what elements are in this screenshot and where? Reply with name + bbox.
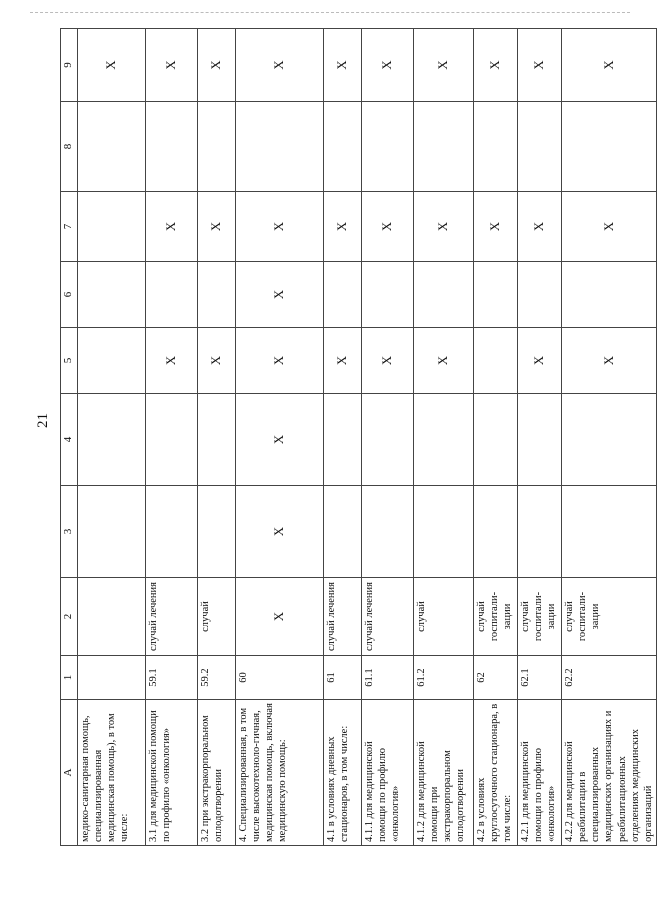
row-name: 4.2.1 для медицинской помощи по профилю «онкология» [518,700,562,846]
cell-col-4 [414,394,474,486]
rotated-table-wrapper [60,29,654,846]
cell-col-4 [518,394,562,486]
cell-col-6 [474,262,518,328]
row-code: 62 [474,656,518,700]
cell-col-3 [562,486,657,578]
row-code: 62.1 [518,656,562,700]
header-cell: 7 [61,192,78,262]
cell-col-5 [474,328,518,394]
header-cell: А [61,700,78,846]
cell-col-8 [414,102,474,192]
header-cell: 8 [61,102,78,192]
cell-col-9: Х [198,29,236,102]
row-name: 4.2.2 для медицинской реабилитации в специализированных медицинских организациях и реабилитационных отделениях медицинских организаций [562,700,657,846]
cell-col-8 [562,102,657,192]
cell-col-5: Х [236,328,324,394]
header-cell: 6 [61,262,78,328]
cell-col-7 [78,192,146,262]
table-row [518,29,562,846]
header-cell: 1 [61,656,78,700]
cell-col-5: Х [198,328,236,394]
cell-col-3 [474,486,518,578]
cell-col-7: Х [362,192,414,262]
row-unit: случай [414,578,474,656]
row-unit: Х [236,578,324,656]
row-name: 3.1 для медицинской помощи по профилю «онкология» [146,700,198,846]
table-row [562,29,657,846]
row-unit: случай госпитали-зации [562,578,657,656]
header-cell: 4 [61,394,78,486]
cell-col-8 [474,102,518,192]
cell-col-8 [78,102,146,192]
cell-col-3 [198,486,236,578]
cell-col-7: Х [562,192,657,262]
cell-col-6 [362,262,414,328]
cell-col-5: Х [518,328,562,394]
cell-col-7: Х [146,192,198,262]
cell-col-7: Х [198,192,236,262]
cell-col-5: Х [324,328,362,394]
cell-col-8 [236,102,324,192]
cell-col-9: Х [474,29,518,102]
cell-col-5 [78,328,146,394]
cell-col-3 [362,486,414,578]
cell-col-3 [146,486,198,578]
table-row [198,29,236,846]
cell-col-3 [414,486,474,578]
scan-edge-line [30,12,630,13]
row-code: 59.2 [198,656,236,700]
row-unit: случай [198,578,236,656]
row-code: 61.2 [414,656,474,700]
row-unit [78,578,146,656]
cell-col-6 [562,262,657,328]
cell-col-5: Х [414,328,474,394]
cell-col-6 [414,262,474,328]
cell-col-8 [198,102,236,192]
row-name: 4.2 в условиях круглосуточного стационара, в том числе: [474,700,518,846]
row-name: 4.1.1 для медицинской помощи по профилю «онкология» [362,700,414,846]
table-row [146,29,198,846]
row-code: 61.1 [362,656,414,700]
table-row [474,29,518,846]
row-unit: случай лечения [324,578,362,656]
row-unit: случай госпитали-зации [474,578,518,656]
cell-col-7: Х [236,192,324,262]
cell-col-3 [324,486,362,578]
cell-col-8 [362,102,414,192]
cell-col-4 [362,394,414,486]
row-code: 59.1 [146,656,198,700]
cell-col-4 [474,394,518,486]
cell-col-4 [324,394,362,486]
cell-col-9: Х [562,29,657,102]
cell-col-6 [324,262,362,328]
cell-col-3 [78,486,146,578]
cell-col-7: Х [474,192,518,262]
row-unit: случай лечения [362,578,414,656]
cell-col-9: Х [236,29,324,102]
cell-col-9: Х [518,29,562,102]
cell-col-5: Х [562,328,657,394]
row-code: 60 [236,656,324,700]
row-name: 4.1 в условиях дневных стационаров, в том числе: [324,700,362,846]
row-code: 62.2 [562,656,657,700]
cell-col-5: Х [146,328,198,394]
row-name: 4. Специализированная, в том числе высокотехноло-гичная, медицинская помощь, включая медицинскую помощь: [236,700,324,846]
table-row [324,29,362,846]
cell-col-7: Х [324,192,362,262]
row-name: 3.2 при экстракорпоральном оплодотворении [198,700,236,846]
cell-col-4 [78,394,146,486]
row-name: медико-санитарная помощь, специализированная медицинская помощь), в том числе: [78,700,146,846]
row-code: 61 [324,656,362,700]
cell-col-6 [518,262,562,328]
cell-col-4: Х [236,394,324,486]
cell-col-9: Х [78,29,146,102]
cell-col-6 [78,262,146,328]
header-cell: 5 [61,328,78,394]
row-code [78,656,146,700]
cell-col-9: Х [414,29,474,102]
table-header-row [61,29,78,846]
cell-col-5: Х [362,328,414,394]
row-name: 4.1.2 для медицинской помощи при экстракорпоральном оплодотворении [414,700,474,846]
cell-col-8 [146,102,198,192]
header-cell: 2 [61,578,78,656]
cell-col-6 [146,262,198,328]
cell-col-4 [562,394,657,486]
cell-col-4 [198,394,236,486]
header-cell: 3 [61,486,78,578]
cell-col-8 [518,102,562,192]
cell-col-3 [518,486,562,578]
row-unit: случай госпитали-зации [518,578,562,656]
table-row [78,29,146,846]
data-table [60,28,657,846]
table-row [414,29,474,846]
cell-col-9: Х [146,29,198,102]
header-cell: 9 [61,29,78,102]
cell-col-7: Х [518,192,562,262]
page-number: 21 [35,413,51,428]
cell-col-9: Х [362,29,414,102]
cell-col-9: Х [324,29,362,102]
cell-col-8 [324,102,362,192]
cell-col-6 [198,262,236,328]
cell-col-6: Х [236,262,324,328]
table-row [362,29,414,846]
table-row [236,29,324,846]
cell-col-4 [146,394,198,486]
cell-col-3: Х [236,486,324,578]
cell-col-7: Х [414,192,474,262]
row-unit: случай лечения [146,578,198,656]
